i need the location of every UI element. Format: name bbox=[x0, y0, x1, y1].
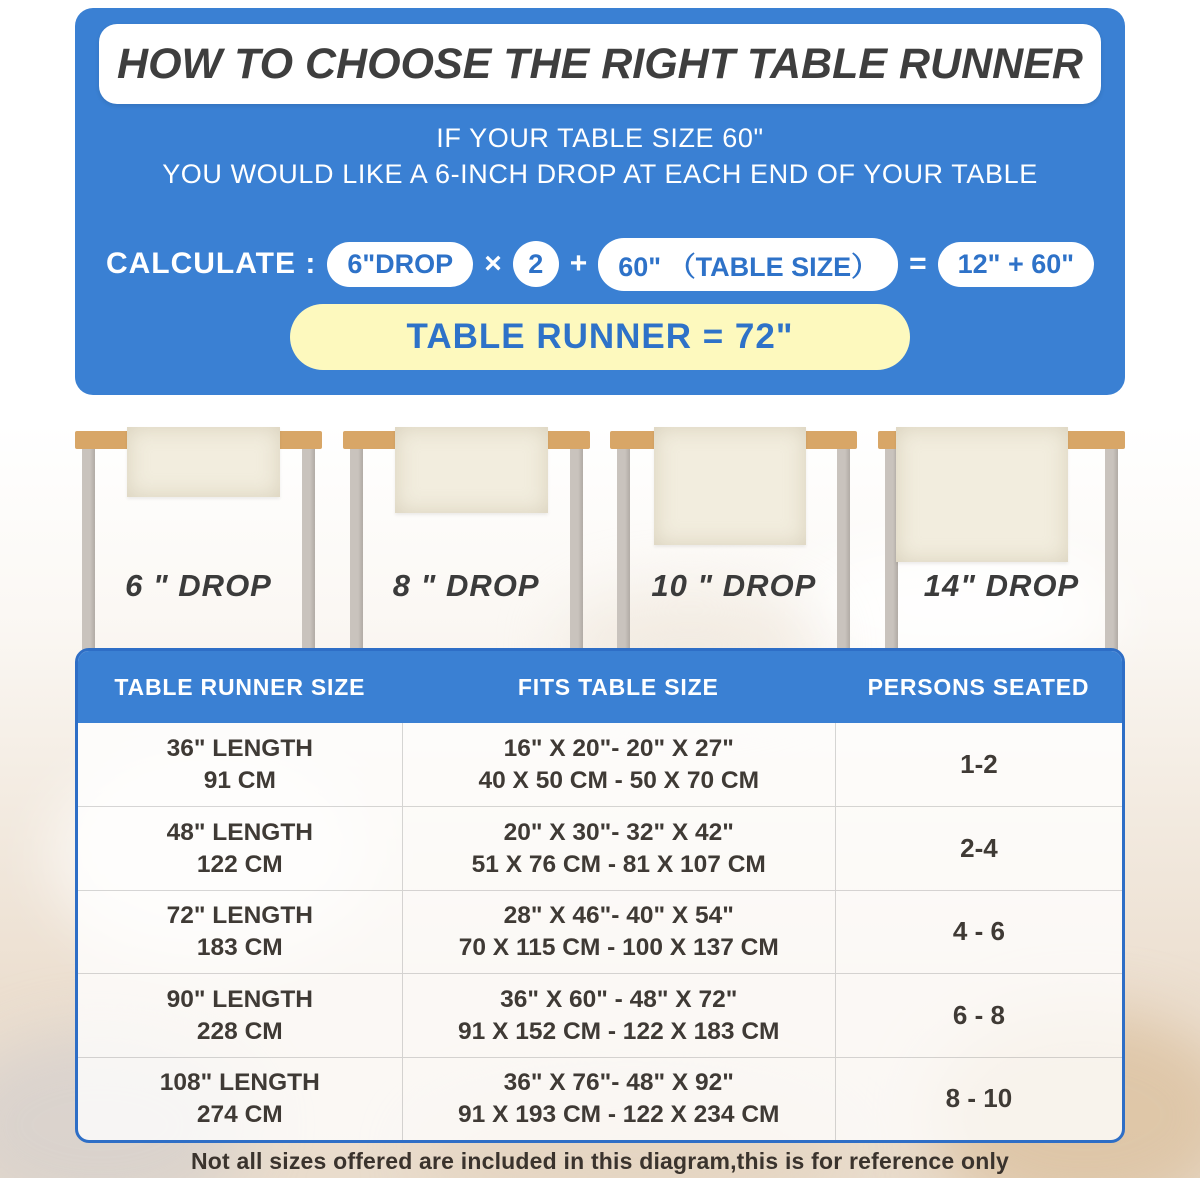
fits-size-line: 91 X 193 CM - 122 X 234 CM bbox=[458, 1101, 780, 1129]
runner-size-cell bbox=[78, 1058, 402, 1140]
fits-size-line: 16" X 20"- 20" X 27" bbox=[503, 734, 734, 762]
calc-pill-drop: 6"DROP bbox=[327, 242, 473, 287]
runner-size-line: 91 CM bbox=[203, 767, 276, 795]
size-table-body bbox=[78, 723, 1122, 1140]
runner-cloth bbox=[395, 427, 548, 513]
table-leg bbox=[302, 449, 315, 655]
table-leg bbox=[837, 449, 850, 655]
table-leg bbox=[82, 449, 95, 655]
table-illustration-8-drop bbox=[343, 420, 590, 665]
fits-size-line: 70 X 115 CM - 100 X 137 CM bbox=[458, 934, 779, 962]
subtitle bbox=[75, 120, 1125, 193]
runner-size-line: 36" LENGTH bbox=[166, 734, 313, 762]
calc-plus-operator: + bbox=[569, 247, 588, 280]
runner-cloth bbox=[127, 427, 280, 497]
runner-cloth bbox=[896, 427, 1068, 562]
title-bar bbox=[99, 24, 1101, 104]
runner-size-cell bbox=[78, 974, 402, 1056]
header-panel bbox=[75, 8, 1125, 395]
table-row bbox=[78, 806, 1122, 889]
persons-cell: 2-4 bbox=[835, 807, 1122, 889]
calc-pill-multiplier: 2 bbox=[513, 241, 559, 287]
calc-label: CALCULATE : bbox=[105, 247, 317, 280]
fits-size-cell bbox=[402, 807, 835, 889]
table-row bbox=[78, 890, 1122, 973]
column-header-persons: PERSONS SEATED bbox=[867, 673, 1090, 700]
runner-size-line: 183 CM bbox=[196, 934, 283, 962]
runner-size-cell bbox=[78, 723, 402, 806]
subtitle-line-1: IF YOUR TABLE SIZE 60" bbox=[436, 123, 764, 153]
fits-size-line: 36" X 60" - 48" X 72" bbox=[500, 985, 738, 1013]
runner-size-line: 48" LENGTH bbox=[166, 818, 313, 846]
drop-label: 10 " DROP bbox=[651, 568, 817, 603]
persons-cell: 4 - 6 bbox=[835, 891, 1122, 973]
calc-times-operator: × bbox=[484, 247, 502, 280]
persons-cell: 8 - 10 bbox=[835, 1058, 1122, 1140]
calc-pill-table-size: 60" （TABLE SIZE） bbox=[598, 238, 898, 291]
drop-label: 14" DROP bbox=[923, 568, 1080, 603]
fits-size-line: 40 X 50 CM - 50 X 70 CM bbox=[478, 767, 759, 795]
drop-label: 8 " DROP bbox=[392, 568, 540, 603]
fits-size-line: 20" X 30"- 32" X 42" bbox=[503, 818, 734, 846]
calculation-row bbox=[85, 239, 1115, 289]
size-table-header bbox=[78, 651, 1122, 723]
table-leg bbox=[350, 449, 363, 655]
runner-size-line: 228 CM bbox=[196, 1017, 283, 1045]
persons-cell: 1-2 bbox=[835, 723, 1122, 806]
runner-size-cell bbox=[78, 891, 402, 973]
runner-size-cell bbox=[78, 807, 402, 889]
result-pill: TABLE RUNNER = 72" bbox=[290, 304, 910, 370]
column-header-fits-table: FITS TABLE SIZE bbox=[517, 673, 719, 700]
fits-size-line: 91 X 152 CM - 122 X 183 CM bbox=[458, 1017, 780, 1045]
drop-illustrations bbox=[75, 420, 1125, 665]
runner-size-line: 90" LENGTH bbox=[166, 985, 313, 1013]
table-illustration-10-drop bbox=[610, 420, 857, 665]
fits-size-cell bbox=[402, 1058, 835, 1140]
subtitle-line-2: YOU WOULD LIKE A 6-INCH DROP AT EACH END OF YOUR TABLE bbox=[162, 159, 1038, 190]
fits-size-line: 51 X 76 CM - 81 X 107 CM bbox=[471, 851, 766, 879]
footer-note: Not all sizes offered are included in this diagram,this is for reference only bbox=[190, 1148, 1010, 1174]
runner-cloth bbox=[654, 427, 806, 545]
persons-cell: 6 - 8 bbox=[835, 974, 1122, 1056]
drop-label: 6 " DROP bbox=[125, 568, 272, 603]
calc-equals-operator: = bbox=[909, 247, 927, 280]
calc-pill-sum: 12" + 60" bbox=[938, 242, 1094, 287]
table-leg bbox=[1105, 449, 1118, 655]
fits-size-cell bbox=[402, 974, 835, 1056]
table-row bbox=[78, 1057, 1122, 1140]
runner-size-line: 108" LENGTH bbox=[159, 1068, 320, 1096]
table-illustration-14-drop bbox=[878, 420, 1125, 665]
fits-size-line: 28" X 46"- 40" X 54" bbox=[503, 902, 734, 930]
page-title: HOW TO CHOOSE THE RIGHT TABLE RUNNER bbox=[117, 39, 1083, 88]
fits-size-line: 36" X 76"- 48" X 92" bbox=[503, 1068, 734, 1096]
table-leg bbox=[617, 449, 630, 655]
table-row bbox=[78, 723, 1122, 806]
runner-size-line: 274 CM bbox=[196, 1101, 283, 1129]
fits-size-cell bbox=[402, 723, 835, 806]
fits-size-cell bbox=[402, 891, 835, 973]
column-header-runner-size: TABLE RUNNER SIZE bbox=[114, 673, 366, 700]
table-leg bbox=[570, 449, 583, 655]
runner-size-line: 122 CM bbox=[196, 851, 283, 879]
runner-size-line: 72" LENGTH bbox=[166, 902, 313, 930]
size-table bbox=[75, 648, 1125, 1143]
table-row bbox=[78, 973, 1122, 1056]
table-illustration-6-drop bbox=[75, 420, 322, 665]
